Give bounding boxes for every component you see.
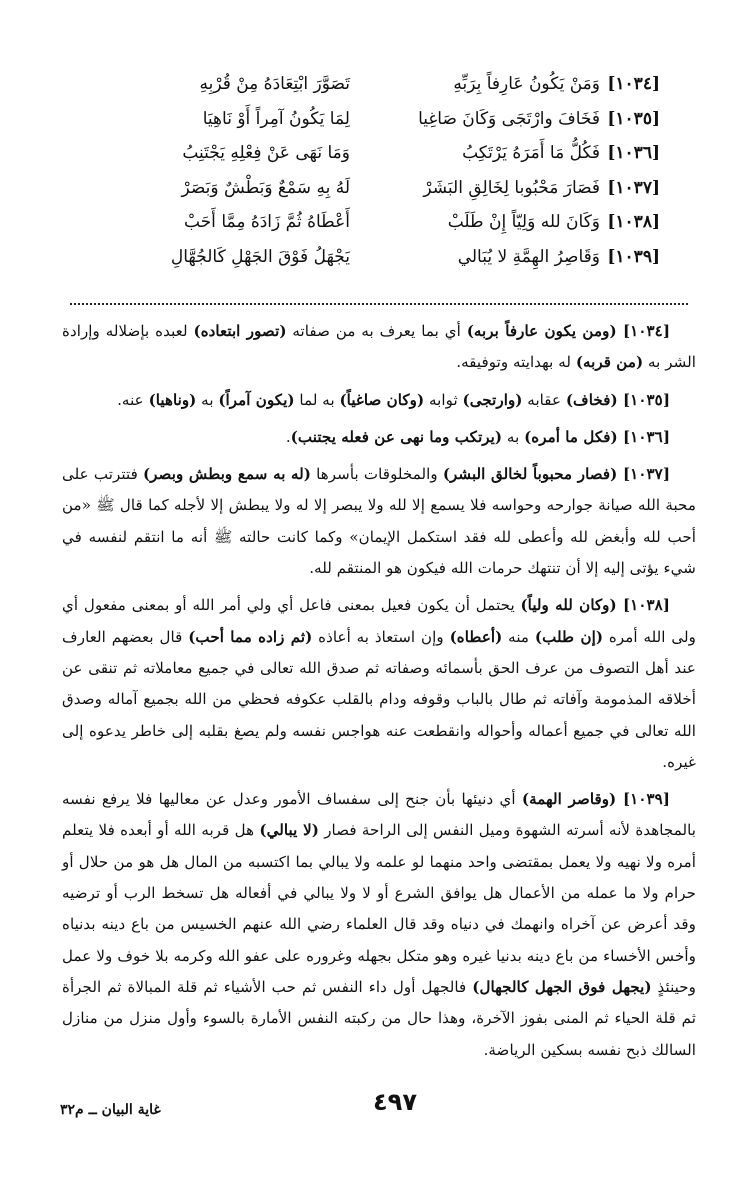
bold-quote: [١٠٣٤] (616, 322, 670, 340)
bold-quote: (أعطاه) (449, 627, 503, 646)
verse-row (100, 109, 660, 144)
verse-second-hemistich: تَصَوَّرَ ابْتِعَادَهُ مِنْ قُرْبِهِ (199, 74, 350, 94)
verse-number: [١٠٣٦] (607, 143, 660, 163)
verse-first-hemistich: وَقَاصِرُ الهِمَّةِ لا يُبَالي (457, 246, 600, 267)
commentary-text: . (285, 427, 291, 446)
commentary-text: أي دنيئها بأن جنح إلى سفساف الأمور وعدل عن معاليها فلا يرفع نفسه بالمجاهدة لأنه أسرته الشهوة وميل النفس إلى الراحة فصار (62, 790, 696, 840)
verse-row (100, 74, 660, 109)
bold-quote: (وقاصر الهمة) (521, 790, 617, 809)
verse-first-hemistich: وَكَانَ لله وَلِيّاً إِنْ طَلَبْ (447, 212, 600, 232)
verse-second-hemistich: لَهُ بِهِ سَمْعٌ وَبَطْشٌ وَبَصَرْ (181, 177, 350, 198)
commentary-text: هل قربه الله أو أبعده فلا يتعلم أمره ولا نهيه ولا يعمل بمقتضى واحد منهما لو علمه ولا يبالي بما اكتسبه من المال هل هو من حلال أو حرام ولا ما عمله من الأعمال هل يوافق الشرع أو لا ولا يبالي في أفعاله هل تسخط الرب أو ترضيه وقد أعرض عن آخراه وانهمك في دنياه وقد قال العلماء رضي الله عنهم الخسيس من باع دينه بدنياه وأخس الأخساء من باع دينه بدنيا غيره وهو متكل بجهله وغروره على عفو الله وكرمه بلا خوف ولا عمل وحينئذٍ (62, 821, 696, 996)
commentary-section (62, 316, 696, 1072)
commentary-text: به (196, 390, 219, 409)
commentary-text: به لما (294, 390, 340, 409)
verse-first-hemistich: فَكُلُّ مَا أَمَرَهُ يَرْتَكِبُ (462, 143, 600, 163)
bold-quote: [١٠٣٥] (617, 390, 670, 409)
bold-quote: (فصار محبوباً لخالق البشر) (442, 465, 618, 484)
bold-quote: (ومن يكون عارفاً بربه) (466, 322, 617, 340)
bold-quote: (تصور ابتعاده) (193, 322, 287, 340)
commentary-text: عنه. (117, 390, 149, 409)
verse-first-hemistich: فَصَارَ مَحْبُوبا لِخَالِقِ البَشَرْ (423, 177, 600, 198)
commentary-paragraph (62, 316, 696, 379)
commentary-paragraph (62, 422, 696, 453)
commentary-paragraph (62, 385, 696, 416)
bold-quote: (وكان لله ولياً) (520, 596, 617, 615)
verse-number: [١٠٣٩] (607, 246, 660, 267)
commentary-text: فتترتب على محبة الله صيانة جوارحه وحواسه فلا يسمع إلا لله ولا يبصر إلا له ولا يبطش إلا لأجله كما قال ﷺ «من أحب لله وأبغض لله وأعطى لله فقد استكمل الإيمان» وكما كانت حالته ﷺ أنه ما انتقم لنفسه في شيء يؤتى إليه إلا أن تنتهك حرمات الله فيكون هو المنتقم لله. (62, 465, 696, 578)
verse-row (100, 178, 660, 213)
bold-quote: (فكل ما أمره) (524, 427, 618, 446)
commentary-text: أي بما يعرف به من صفاته (286, 322, 467, 340)
verse-number: [١٠٣٧] (607, 177, 660, 198)
commentary-text: والمخلوقات بأسرها (311, 465, 443, 484)
commentary-text: يحتمل أن يكون فعيل بمعنى فاعل أي ولي أمر الله أو بمعنى مفعول أي ولى الله أمره (62, 596, 696, 646)
verse-second-hemistich: يَجْهَلُ فَوْقَ الجَهْلِ كَالجُهَّالِ (170, 246, 350, 267)
book-signature: غاية البيان ــ م٣٢ (60, 1102, 161, 1118)
commentary-text: فالجهل أول داء النفس ثم حب الأشياء ثم قلة المبالاة ثم الجرأة ثم قلة الحياء ثم المنى بفوز الآخرة، وهذا حال من ركبته النفس الأمارة بالسوء وأول منزل من منازل السالك ذبح نفسه بسكين الرياضة. (62, 977, 696, 1059)
bold-quote: (وكان صاغياً) (339, 390, 425, 409)
verse-number: [١٠٣٨] (607, 212, 660, 232)
commentary-paragraph (62, 459, 696, 584)
commentary-paragraph (62, 784, 696, 1066)
bold-quote: (ثم زاده مما أحب) (188, 627, 313, 646)
commentary-text: عقابه (522, 390, 566, 409)
commentary-text: به (502, 427, 525, 446)
commentary-text: ثوابه (424, 390, 463, 409)
bold-quote: (يرتكب وما نهى عن فعله يجتنب) (290, 427, 503, 446)
bold-quote: (يجهل فوق الجهل كالجهال) (472, 977, 652, 996)
bold-quote: (فخاف) (565, 390, 618, 409)
verse-first-hemistich: وَمَنْ يَكُونُ عَارِفاً بِرَبِّهِ (453, 74, 600, 94)
bold-quote: [١٠٣٦] (617, 427, 670, 446)
verse-row (100, 247, 660, 282)
verse-second-hemistich: وَمَا نَهَى عَنْ فِعْلِهِ يَجْتَنِبُ (182, 143, 350, 163)
bold-quote: (إن طلب) (534, 627, 604, 646)
verse-first-hemistich: فَخَافَ وارْتَجَى وَكَانَ صَاغِيا (418, 108, 600, 129)
verse-second-hemistich: لِمَا يَكُونُ آمِراً أَوْ نَاهِيَا (202, 108, 350, 129)
commentary-text: له بهدايته وتوفيقه. (456, 353, 576, 372)
commentary-text: لعبده بإضلاله وإرادة الشر به (62, 322, 696, 372)
bold-quote: (يكون آمراً) (218, 390, 295, 409)
commentary-paragraph (62, 590, 696, 778)
commentary-text: منه (502, 627, 535, 646)
bold-quote: [١٠٣٨] (616, 596, 670, 615)
commentary-text: قال بعضهم العارف عند أهل التصوف من عرف الحق بأسمائه وصفاته ثم صدق الله تعالى في جميع معاملاته ثم تنقى عن أخلاقه المذمومة وآفاته ثم طال بالباب وقوفه ودام بالقلب عكوفه فحظي من الله بجميع آماله وصدق الله تعالى في جميع أعماله وأحواله وانقطعت عنه هواجس نفسه ولم يصغ بقلبه إلى خاطر يدعوه إلى غيره. (62, 627, 696, 771)
bold-quote: (من قربه) (575, 353, 644, 372)
bold-quote: [١٠٣٩] (616, 790, 670, 809)
page-number: ٤٩٧ (373, 1088, 417, 1116)
verse-second-hemistich: أَعْطَاهُ ثُمَّ زَادَهُ مِمَّا أَحَبْ (183, 212, 350, 232)
verse-row (100, 212, 660, 247)
commentary-text: وإن استعاذ به أعاذه (312, 627, 450, 646)
bold-quote: (لا يبالي) (259, 821, 319, 840)
bold-quote: (له به سمع وبطش وبصر) (142, 465, 311, 484)
bold-quote: (وناهيا) (148, 390, 197, 409)
dotted-separator (70, 303, 688, 305)
bold-quote: (وارتجى) (462, 390, 523, 409)
poem-verses (100, 74, 660, 281)
page-footer (40, 1088, 710, 1128)
verse-number: [١٠٣٤] (607, 74, 660, 94)
verse-number: [١٠٣٥] (607, 108, 660, 129)
verse-row (100, 143, 660, 178)
bold-quote: [١٠٣٧] (617, 465, 670, 484)
